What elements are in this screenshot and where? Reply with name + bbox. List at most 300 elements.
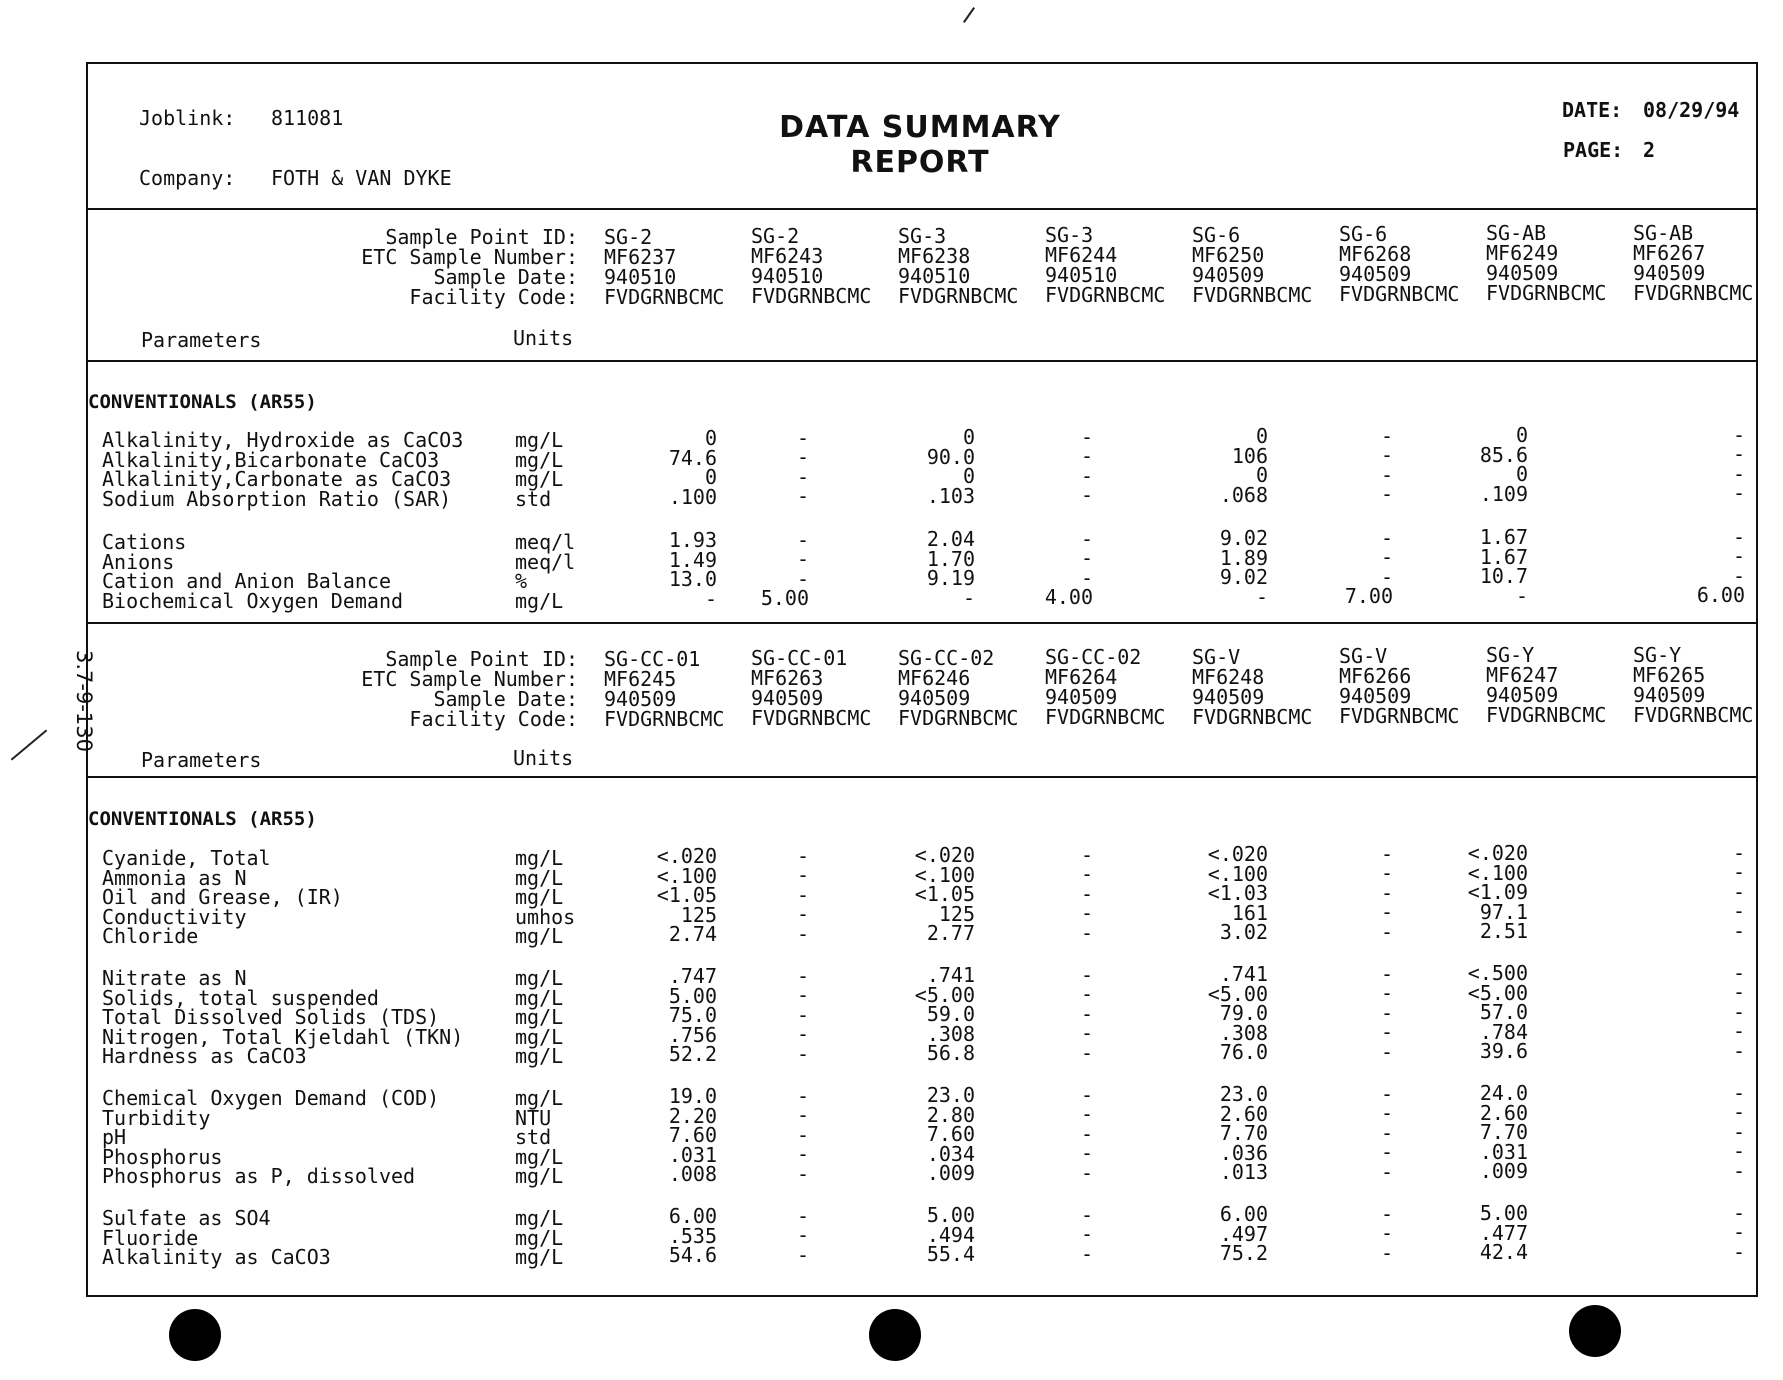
column-fac: FVDGRNBCMC — [604, 707, 725, 731]
cell-value: 2.80 — [926, 1102, 975, 1127]
cell-value: 79.0 — [1219, 1001, 1268, 1026]
cell-value: - — [1080, 881, 1093, 906]
column-num: MF6263 — [751, 666, 824, 691]
cell-value: - — [1732, 563, 1745, 588]
column-num: MF6247 — [1486, 663, 1559, 688]
cell-value: - — [1515, 583, 1528, 608]
parameter-unit: mg/L — [515, 985, 564, 1010]
cell-value: .477 — [1479, 1220, 1528, 1245]
column-fac: FVDGRNBCMC — [1486, 703, 1607, 728]
column-date: 940509 — [1486, 683, 1559, 708]
column-id: SG-CC-01 — [604, 647, 701, 671]
parameter-unit: mg/L — [515, 1206, 564, 1230]
parameter-unit: mg/L — [515, 467, 564, 491]
cell-value: 10.7 — [1479, 564, 1528, 588]
cell-value: .009 — [1479, 1159, 1528, 1184]
parameter-name: Chemical Oxygen Demand (COD) — [102, 1086, 440, 1110]
cell-value: - — [1732, 1220, 1745, 1245]
cell-value: 5.00 — [668, 983, 717, 1008]
cell-value: - — [1732, 1200, 1745, 1225]
column-num: MF6238 — [898, 243, 971, 268]
cell-value: .747 — [668, 964, 717, 988]
pen-mark — [11, 729, 48, 760]
cell-value: <.020 — [656, 844, 717, 868]
column-id: SG-3 — [898, 223, 947, 248]
cell-value: .036 — [1219, 1140, 1268, 1165]
cell-value: 39.6 — [1479, 1039, 1528, 1064]
cell-value: - — [1380, 1000, 1393, 1025]
cell-value: 125 — [938, 901, 975, 926]
cell-value: - — [1732, 860, 1745, 885]
cell-value: 0 — [704, 465, 717, 489]
parameter-name: Cations — [102, 530, 187, 554]
parameter-unit: meq/l — [515, 549, 576, 574]
parameter-name: Sodium Absorption Ratio (SAR) — [102, 486, 452, 511]
label-facility-code: Facility Code: — [409, 285, 578, 309]
cell-value: - — [1380, 1159, 1393, 1184]
cell-value: - — [796, 1041, 809, 1066]
cell-value: <5.00 — [1207, 981, 1268, 1006]
units-header: Units — [513, 326, 574, 350]
section-heading: CONVENTIONALS (AR55) — [88, 391, 317, 413]
cell-value: 9.02 — [1219, 565, 1268, 589]
cell-value: - — [1732, 442, 1745, 466]
parameter-unit: std — [515, 1125, 552, 1150]
cell-value: .013 — [1219, 1160, 1268, 1185]
column-num: MF6237 — [604, 245, 677, 269]
cell-value: 0 — [962, 464, 975, 488]
cell-value: - — [1380, 841, 1393, 866]
cell-value: - — [1380, 1120, 1393, 1145]
cell-value: 5.00 — [926, 1203, 975, 1227]
cell-value: - — [1380, 1140, 1393, 1165]
cell-value: - — [1080, 1121, 1093, 1146]
cell-value: - — [1380, 1081, 1393, 1106]
cell-value: 2.77 — [926, 921, 975, 946]
cell-value: - — [796, 1203, 809, 1228]
cell-value: .756 — [668, 1022, 717, 1047]
cell-value: - — [796, 882, 809, 907]
cell-value: 2.60 — [1219, 1101, 1268, 1126]
column-id: SG-Y — [1486, 643, 1535, 668]
column-date: 940510 — [751, 264, 824, 289]
column-num: MF6268 — [1339, 242, 1412, 266]
cell-value: 4.00 — [1044, 585, 1093, 609]
column-id: SG-6 — [1192, 222, 1241, 247]
cell-value: - — [1380, 1020, 1393, 1045]
cell-value: - — [1732, 980, 1745, 1005]
parameter-unit: mg/L — [515, 1144, 564, 1169]
column-num: MF6249 — [1486, 241, 1559, 266]
cell-value: - — [796, 1122, 809, 1147]
cell-value: 0 — [1515, 462, 1528, 486]
parameter-unit: mg/L — [515, 1086, 564, 1110]
parameter-name: Biochemical Oxygen Demand — [102, 588, 404, 613]
parameter-name: Phosphorus as P, dissolved — [102, 1164, 416, 1189]
cell-value: .784 — [1479, 1019, 1528, 1044]
section-heading: CONVENTIONALS (AR55) — [88, 808, 317, 830]
company-label: Company: — [139, 166, 236, 190]
column-fac: FVDGRNBCMC — [1339, 704, 1460, 728]
date-label: DATE: — [1562, 98, 1623, 122]
cell-value: - — [1732, 879, 1745, 904]
cell-value: .031 — [1479, 1139, 1528, 1164]
cell-value: 7.70 — [1219, 1121, 1268, 1146]
column-num: MF6264 — [1045, 665, 1118, 690]
parameter-unit: mg/L — [515, 1044, 564, 1069]
column-fac: FVDGRNBCMC — [898, 283, 1019, 308]
cell-value: - — [1380, 1039, 1393, 1064]
parameter-unit: mg/L — [515, 846, 564, 870]
cell-value: - — [1732, 461, 1745, 486]
cell-value: - — [1380, 1221, 1393, 1246]
cell-value: - — [1732, 1239, 1745, 1264]
column-fac: FVDGRNBCMC — [751, 706, 872, 731]
cell-value: 24.0 — [1479, 1081, 1528, 1105]
cell-value: - — [1732, 1139, 1745, 1164]
cell-value: - — [1080, 842, 1093, 867]
column-fac: FVDGRNBCMC — [751, 284, 872, 309]
company-value: FOTH & VAN DYKE — [271, 166, 452, 190]
cell-value: .109 — [1479, 481, 1528, 506]
column-id: SG-AB — [1486, 221, 1547, 246]
parameter-unit: NTU — [515, 1105, 552, 1130]
cell-value: - — [1080, 862, 1093, 887]
parameter-name: Total Dissolved Solids (TDS) — [102, 1005, 440, 1030]
cell-value: 2.51 — [1479, 919, 1528, 944]
column-date: 940509 — [751, 686, 824, 711]
cell-value: - — [1080, 1222, 1093, 1247]
parameter-unit: mg/L — [515, 1024, 564, 1049]
column-num: MF6250 — [1192, 242, 1265, 267]
parameter-name: Alkalinity,Bicarbonate CaCO3 — [102, 447, 440, 472]
date-value: 08/29/94 — [1643, 98, 1740, 122]
column-date: 940509 — [604, 687, 677, 711]
cell-value: 6.00 — [1219, 1202, 1268, 1226]
parameter-unit: mg/L — [515, 447, 564, 472]
cell-value: - — [796, 1223, 809, 1248]
cell-value: 125 — [680, 902, 717, 927]
parameter-name: Sulfate as SO4 — [102, 1206, 271, 1230]
cell-value: 7.70 — [1479, 1120, 1528, 1145]
cell-value: <.100 — [1467, 860, 1528, 885]
cell-value: - — [1080, 526, 1093, 551]
cell-value: .308 — [1219, 1020, 1268, 1045]
parameter-unit: mg/L — [515, 924, 564, 949]
cell-value: - — [796, 1142, 809, 1167]
cell-value: <1.05 — [914, 882, 975, 907]
cell-value: 2.60 — [1479, 1100, 1528, 1125]
cell-value: 97.1 — [1479, 899, 1528, 924]
label-etc-sample-number: ETC Sample Number: — [361, 245, 578, 269]
cell-value: - — [1255, 584, 1268, 609]
parameter-name: Cyanide, Total — [102, 846, 271, 870]
cell-value: <1.09 — [1467, 880, 1528, 905]
cell-value: <1.03 — [1207, 881, 1268, 906]
cell-value: - — [796, 1103, 809, 1128]
cell-value: - — [1080, 565, 1093, 590]
parameter-unit: mg/L — [515, 1225, 564, 1250]
cell-value: 19.0 — [668, 1084, 717, 1108]
cell-value: - — [1732, 999, 1745, 1024]
parameter-unit: mg/L — [515, 1005, 564, 1030]
parameter-name: Conductivity — [102, 904, 247, 929]
cell-value: 56.8 — [926, 1041, 975, 1066]
column-id: SG-CC-02 — [898, 645, 995, 670]
column-id: SG-2 — [604, 225, 653, 249]
cell-value: - — [962, 585, 975, 610]
cell-value: - — [1380, 981, 1393, 1006]
column-fac: FVDGRNBCMC — [1045, 283, 1166, 308]
cell-value: .535 — [668, 1223, 717, 1248]
column-date: 940509 — [1192, 262, 1265, 287]
cell-value: 59.0 — [926, 1002, 975, 1027]
parameter-name: Fluoride — [102, 1225, 199, 1250]
cell-value: 6.00 — [1696, 583, 1745, 607]
cell-value: - — [704, 586, 717, 611]
cell-value: <.020 — [914, 843, 975, 867]
cell-value: - — [1080, 1102, 1093, 1127]
cell-value: - — [1080, 982, 1093, 1007]
parameter-unit: mg/L — [515, 865, 564, 890]
cell-value: - — [1732, 481, 1745, 505]
binder-hole — [869, 1309, 921, 1361]
column-date: 940509 — [1339, 262, 1412, 286]
cell-value: .008 — [668, 1162, 717, 1187]
cell-value: - — [1380, 1240, 1393, 1265]
column-id: SG-2 — [751, 224, 800, 249]
cell-value: .741 — [926, 963, 975, 987]
column-num: MF6267 — [1633, 240, 1706, 265]
cell-value: 7.00 — [1344, 584, 1393, 608]
parameter-name: Alkalinity,Carbonate as CaCO3 — [102, 467, 452, 491]
cell-value: - — [1380, 443, 1393, 467]
column-date: 940509 — [1486, 261, 1559, 286]
parameter-name: Chloride — [102, 924, 199, 949]
section-divider — [88, 622, 1756, 624]
column-id: SG-CC-02 — [1045, 645, 1142, 670]
cell-value: .497 — [1219, 1221, 1268, 1246]
cell-value: - — [796, 1002, 809, 1027]
cell-value: - — [1080, 546, 1093, 570]
cell-value: - — [1080, 1202, 1093, 1227]
column-date: 940509 — [898, 685, 971, 710]
column-fac: FVDGRNBCMC — [1192, 282, 1313, 307]
cell-value: - — [1080, 424, 1093, 449]
cell-value: <.020 — [1207, 842, 1268, 866]
parameter-unit: std — [515, 486, 552, 511]
cell-value: - — [796, 1161, 809, 1186]
cell-value: 57.0 — [1479, 1000, 1528, 1025]
column-fac: FVDGRNBCMC — [1486, 281, 1607, 306]
cell-value: 74.6 — [668, 445, 717, 470]
cell-value: - — [796, 464, 809, 489]
cell-value: - — [796, 484, 809, 508]
cell-value: .494 — [926, 1222, 975, 1247]
cell-value: - — [1080, 1021, 1093, 1046]
cell-value: - — [1732, 1080, 1745, 1105]
binder-hole — [169, 1309, 221, 1361]
parameter-name: Oil and Grease, (IR) — [102, 885, 343, 910]
column-fac: FVDGRNBCMC — [604, 285, 725, 309]
label-sample-point-id: Sample Point ID: — [385, 647, 578, 671]
cell-value: - — [796, 1242, 809, 1267]
cell-value: - — [796, 547, 809, 571]
cell-value: - — [1080, 483, 1093, 507]
cell-value: <5.00 — [914, 982, 975, 1007]
cell-value: - — [1732, 918, 1745, 943]
cell-value: - — [796, 425, 809, 450]
parameter-name: Turbidity — [102, 1105, 211, 1130]
parameter-name: Nitrogen, Total Kjeldahl (TKN) — [102, 1024, 464, 1049]
cell-value: - — [796, 566, 809, 591]
cell-value: - — [1080, 920, 1093, 945]
cell-value: 42.4 — [1479, 1240, 1528, 1265]
cell-value: - — [1380, 919, 1393, 944]
cell-value: 85.6 — [1479, 442, 1528, 467]
cell-value: 9.02 — [1219, 526, 1268, 550]
parameter-name: Cation and Anion Balance — [102, 569, 391, 593]
cell-value: - — [1080, 463, 1093, 488]
cell-value: - — [796, 983, 809, 1008]
cell-value: 1.67 — [1479, 544, 1528, 569]
joblink-label: Joblink: — [139, 106, 236, 130]
cell-value: <.100 — [1207, 861, 1268, 886]
cell-value: .741 — [1219, 962, 1268, 986]
cell-value: - — [1380, 961, 1393, 986]
cell-value: - — [1732, 840, 1745, 865]
cell-value: .009 — [926, 1161, 975, 1186]
parameter-name: Ammonia as N — [102, 865, 247, 890]
cell-value: .031 — [668, 1142, 717, 1167]
header-divider — [88, 208, 1756, 210]
cell-value: - — [1732, 1158, 1745, 1183]
cell-value: - — [1732, 1119, 1745, 1144]
label-sample-date: Sample Date: — [433, 265, 578, 289]
cell-value: 1.89 — [1219, 545, 1268, 570]
cell-value: 1.49 — [668, 547, 717, 572]
parameter-name: Anions — [102, 549, 175, 574]
cell-value: - — [1080, 1001, 1093, 1026]
column-num: MF6244 — [1045, 243, 1118, 268]
column-id: SG-CC-01 — [751, 646, 848, 671]
parameter-name: Hardness as CaCO3 — [102, 1044, 307, 1069]
cell-value: 2.20 — [668, 1103, 717, 1128]
section2-header-divider — [88, 776, 1756, 778]
cell-value: - — [796, 1022, 809, 1047]
column-fac: FVDGRNBCMC — [1633, 280, 1754, 305]
cell-value: - — [1380, 564, 1393, 589]
column-date: 940510 — [1045, 263, 1118, 288]
page-value: 2 — [1643, 138, 1656, 162]
cell-value: - — [1732, 1019, 1745, 1044]
column-date: 940509 — [1192, 684, 1265, 709]
cell-value: <.100 — [914, 862, 975, 887]
cell-value: 23.0 — [926, 1083, 975, 1107]
column-id: SG-V — [1339, 644, 1388, 668]
joblink-value: 811081 — [271, 106, 344, 130]
side-note: 3.7-9-130 — [72, 650, 96, 752]
column-date: 940509 — [1045, 685, 1118, 710]
column-date: 940509 — [1633, 682, 1706, 707]
cell-value: <1.05 — [656, 883, 717, 908]
cell-value: - — [1380, 1101, 1393, 1126]
parameter-unit: mg/L — [515, 1164, 564, 1189]
cell-value: - — [796, 445, 809, 469]
cell-value: - — [1380, 880, 1393, 905]
cell-value: <5.00 — [1467, 980, 1528, 1005]
cell-value: .100 — [668, 484, 717, 509]
cell-value: - — [1380, 482, 1393, 506]
column-fac: FVDGRNBCMC — [898, 705, 1019, 730]
cell-value: <.100 — [656, 863, 717, 888]
parameter-name: Alkalinity, Hydroxide as CaCO3 — [102, 428, 464, 452]
cell-value: - — [796, 963, 809, 988]
cell-value: - — [796, 1083, 809, 1108]
cell-value: 106 — [1231, 443, 1268, 468]
cell-value: - — [1380, 423, 1393, 448]
parameter-name: Nitrate as N — [102, 966, 247, 990]
column-date: 940509 — [1633, 260, 1706, 285]
label-etc-sample-number: ETC Sample Number: — [361, 667, 578, 691]
column-fac: FVDGRNBCMC — [1045, 705, 1166, 730]
cell-value: <.020 — [1467, 841, 1528, 865]
parameter-name: Alkalinity as CaCO3 — [102, 1245, 331, 1270]
cell-value: - — [1732, 899, 1745, 924]
cell-value: 23.0 — [1219, 1082, 1268, 1106]
parameter-unit: umhos — [515, 904, 576, 929]
cell-value: - — [1380, 545, 1393, 569]
cell-value: - — [1080, 1241, 1093, 1266]
column-num: MF6243 — [751, 244, 824, 269]
cell-value: 75.0 — [668, 1003, 717, 1028]
cell-value: 5.00 — [1479, 1201, 1528, 1225]
cell-value: 1.67 — [1479, 525, 1528, 549]
cell-value: 75.2 — [1219, 1241, 1268, 1266]
cell-value: - — [1080, 962, 1093, 987]
cell-value: - — [1732, 544, 1745, 568]
cell-value: 161 — [1231, 900, 1268, 925]
parameter-name: Solids, total suspended — [102, 985, 379, 1010]
column-num: MF6265 — [1633, 662, 1706, 687]
cell-value: 2.04 — [926, 527, 975, 551]
cell-value: 7.60 — [668, 1123, 717, 1148]
report-title: DATA SUMMARY REPORT — [779, 110, 1061, 180]
column-id: SG-Y — [1633, 642, 1682, 667]
section1-header-divider — [88, 360, 1756, 362]
cell-value: 3.02 — [1219, 920, 1268, 945]
parameter-unit: mg/L — [515, 428, 564, 452]
parameter-name: Phosphorus — [102, 1144, 223, 1169]
cell-value: 7.60 — [926, 1122, 975, 1147]
cell-value: - — [1732, 1038, 1745, 1063]
cell-value: - — [1380, 900, 1393, 925]
cell-value: - — [1732, 422, 1745, 447]
parameter-unit: % — [515, 569, 528, 593]
cell-value: 5.00 — [760, 586, 809, 610]
binder-hole — [1569, 1305, 1621, 1357]
cell-value: - — [1080, 1082, 1093, 1107]
cell-value: 1.93 — [668, 528, 717, 552]
parameters-header: Parameters — [141, 748, 262, 772]
column-fac: FVDGRNBCMC — [1633, 702, 1754, 727]
column-date: 940510 — [898, 263, 971, 288]
cell-value: - — [1380, 525, 1393, 550]
column-fac: FVDGRNBCMC — [1192, 704, 1313, 729]
cell-value: 55.4 — [926, 1242, 975, 1267]
cell-value: - — [1380, 861, 1393, 886]
cell-value: 6.00 — [668, 1204, 717, 1228]
